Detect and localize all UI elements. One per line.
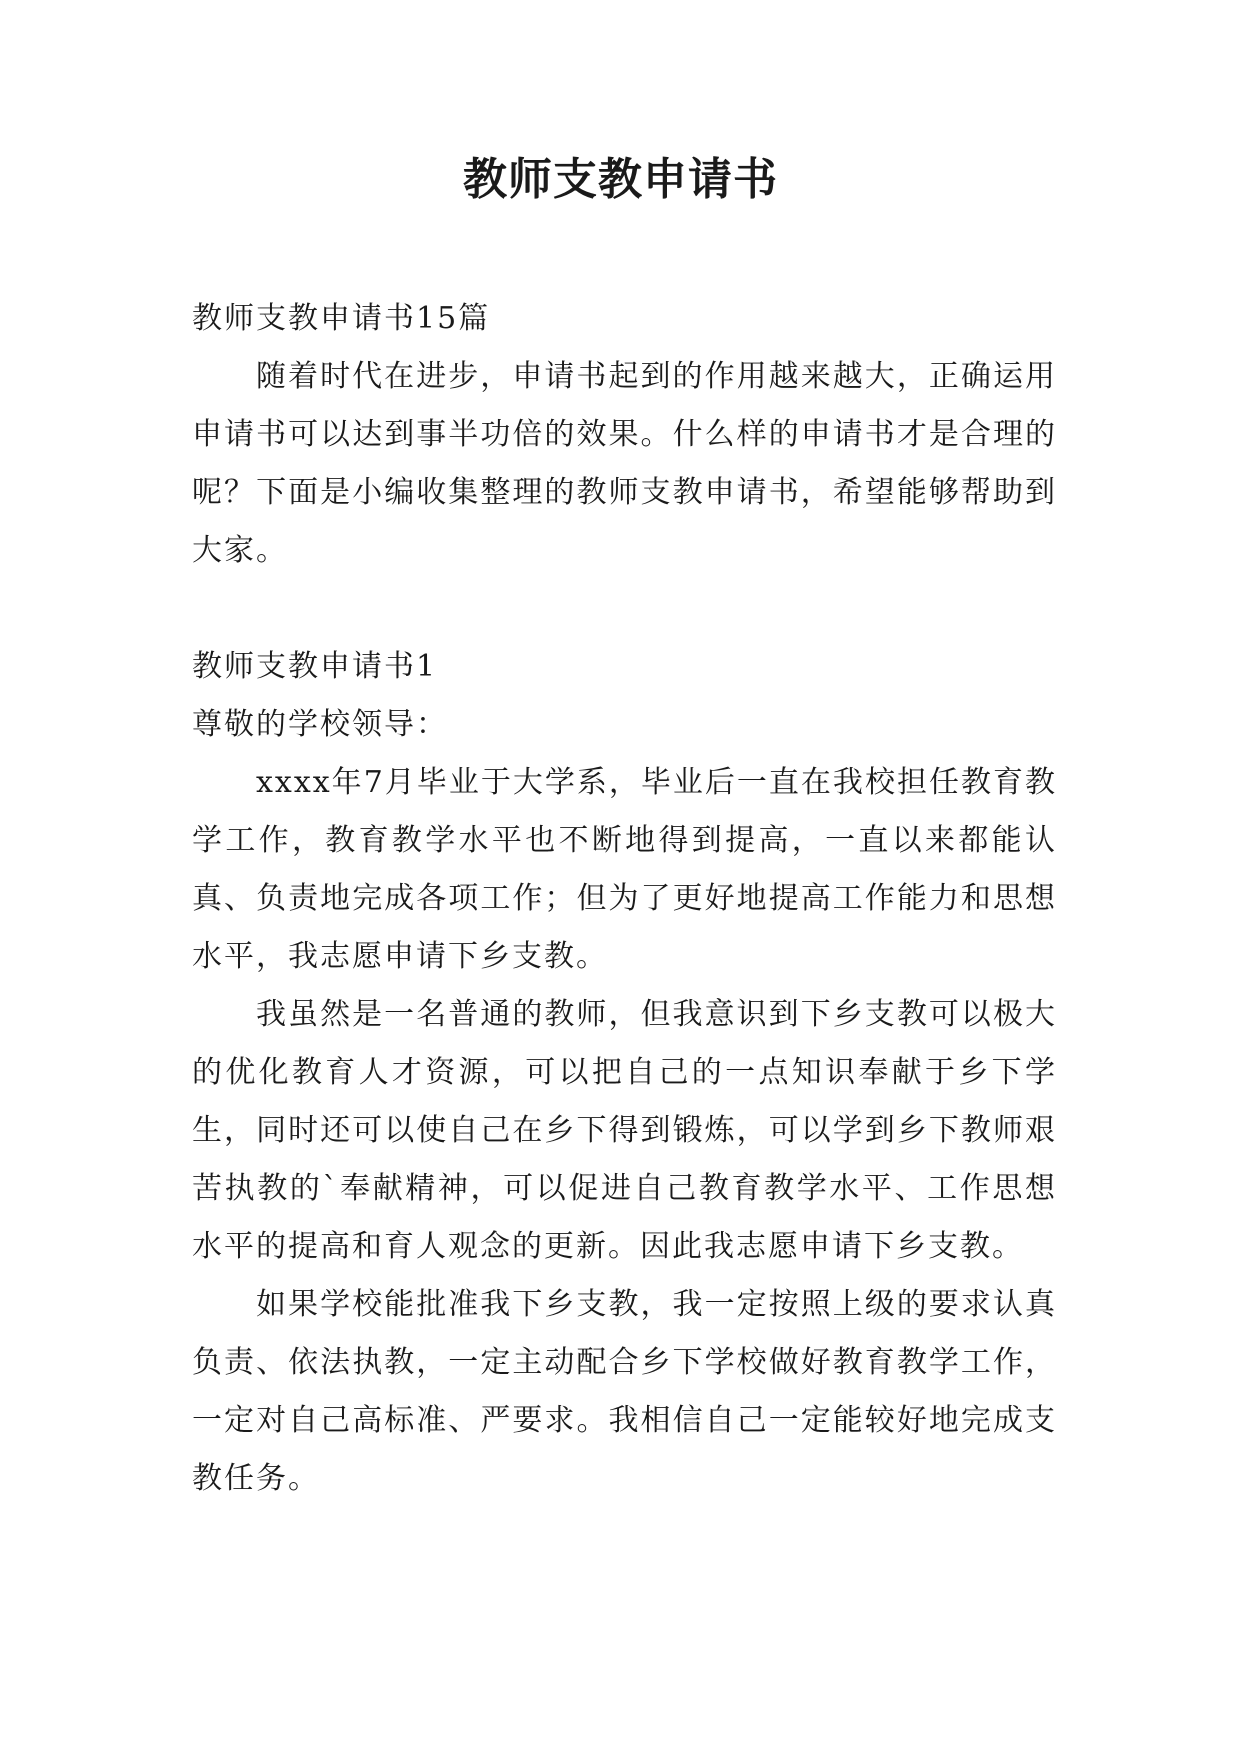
document-body	[192, 290, 1057, 1508]
intro-paragraph: 随着时代在进步，申请书起到的作用越来越大，正确运用申请书可以达到事半功倍的效果。什么样的申请书才是合理的呢？下面是小编收集整理的教师支教申请书，希望能够帮助到大家。	[192, 359, 1057, 568]
salutation: 尊敬的学校领导：	[192, 707, 448, 742]
body-paragraph-1: xxxx年7月毕业于大学系，毕业后一直在我校担任教育教学工作，教育教学水平也不断地得到提高，一直以来都能认真、负责地完成各项工作；但为了更好地提高工作能力和思想水平，我志愿申请下乡支教。	[192, 765, 1057, 974]
section-heading: 教师支教申请书1	[192, 649, 438, 684]
section-spacer	[192, 580, 1057, 638]
body-paragraph-2: 我虽然是一名普通的教师，但我意识到下乡支教可以极大的优化教育人才资源，可以把自己的一点知识奉献于乡下学生，同时还可以使自己在乡下得到锻炼，可以学到乡下教师艰苦执教的`奉献精神，可以促进自己教育教学水平、工作思想水平的提高和育人观念的更新。因此我志愿申请下乡支教。	[192, 997, 1057, 1264]
document-title: 教师支教申请书	[463, 154, 778, 205]
body-paragraph-3: 如果学校能批准我下乡支教，我一定按照上级的要求认真负责、依法执教，一定主动配合乡下学校做好教育教学工作，一定对自己高标准、严要求。我相信自己一定能较好地完成支教任务。	[192, 1287, 1057, 1496]
document-subtitle: 教师支教申请书15篇	[192, 301, 491, 336]
